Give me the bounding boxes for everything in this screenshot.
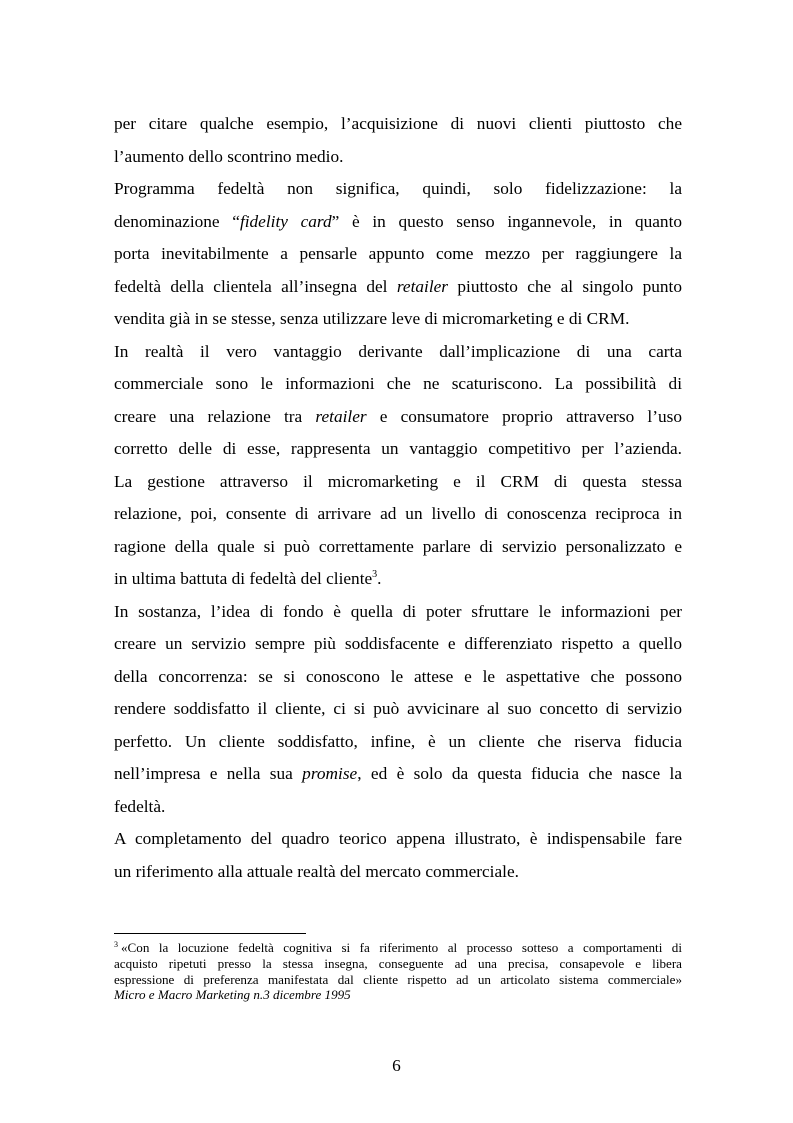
footnote-line: [114, 987, 682, 1003]
text-line: [114, 271, 682, 304]
text-line: [114, 791, 682, 824]
footnote: [114, 940, 682, 1003]
text-run: In realtà il vero vantaggio derivante dall’implicazione di una carta: [114, 341, 682, 361]
text-line: [114, 531, 682, 564]
text-run: corretto delle di esse, rappresenta un vantaggio competitivo per l’azienda.: [114, 439, 682, 458]
text-run: fedeltà della clientela all’insegna del: [114, 276, 397, 296]
text-line: [114, 693, 682, 726]
body-text: [114, 108, 682, 888]
text-run: acquisto ripetuti presso la stessa insegna, conseguente ad una precisa, consapevole e libera: [114, 955, 682, 971]
text-run: espressione di preferenza manifestata dal cliente rispetto ad un articolato sistema commerciale»: [114, 971, 682, 987]
text-run: nell’impresa e nella sua: [114, 764, 303, 783]
text-run: e consumatore proprio attraverso l’uso: [366, 406, 682, 426]
footnote-source: Micro e Macro Marketing n.3 dicembre 1995: [114, 987, 351, 1003]
text-run: , ed è solo da questa fiducia che nasce la: [357, 764, 682, 783]
text-run: l’aumento dello scontrino medio.: [114, 146, 344, 166]
italic-text: retailer: [315, 406, 367, 426]
text-line: [114, 498, 682, 531]
text-line: [114, 173, 682, 206]
text-line: [114, 856, 682, 889]
text-line: [114, 206, 682, 239]
text-run: creare un servizio sempre più soddisfacente e differenziato rispetto a quello: [114, 634, 682, 653]
text-run: un riferimento alla attuale realtà del mercato commerciale.: [114, 861, 519, 881]
footnote-line: [114, 940, 682, 956]
footnote-mark: 3: [114, 940, 118, 949]
text-run: vendita già in se stesse, senza utilizzare leve di micromarketing e di CRM.: [114, 309, 630, 328]
text-run: commerciale sono le informazioni che ne scaturiscono. La possibilità di: [114, 374, 682, 393]
text-run: denominazione “: [114, 211, 240, 231]
text-run: .: [377, 569, 382, 588]
text-line: [114, 401, 682, 434]
text-run: rendere soddisfatto il cliente, ci si può avvicinare al suo concetto di servizio: [114, 699, 682, 718]
footnote-separator: [114, 933, 306, 934]
text-run: ragione della quale si può correttamente parlare di servizio personalizzato e: [114, 536, 682, 556]
footnote-line: [114, 956, 682, 972]
text-run: fedeltà.: [114, 796, 166, 816]
text-run: relazione, poi, consente di arrivare ad un livello di conoscenza reciproca in: [114, 504, 682, 523]
footnote-line: [114, 972, 682, 988]
text-line: [114, 303, 682, 336]
text-line: [114, 336, 682, 369]
text-line: [114, 108, 682, 141]
text-line: [114, 433, 682, 466]
text-line: [114, 238, 682, 271]
text-run: A completamento del quadro teorico appena illustrato, è indispensabile fare: [114, 829, 682, 848]
text-run: La gestione attraverso il micromarketing e il CRM di questa stessa: [114, 471, 682, 491]
text-line: [114, 466, 682, 499]
text-run: creare una relazione tra: [114, 406, 316, 426]
italic-text: fidelity card: [239, 211, 332, 231]
text-run: «Con la locuzione fedeltà cognitiva si fa riferimento al processo sotteso a comportamenti di: [121, 940, 682, 955]
footnote-reference: 3: [372, 569, 378, 580]
text-line: [114, 596, 682, 629]
text-line: [114, 141, 682, 174]
text-line: [114, 563, 682, 596]
text-line: [114, 368, 682, 401]
text-line: [114, 758, 682, 791]
text-line: [114, 823, 682, 856]
italic-text: retailer: [396, 276, 449, 296]
text-run: In sostanza, l’idea di fondo è quella di poter sfruttare le informazioni per: [114, 601, 682, 621]
text-run: della concorrenza: se si conoscono le attese e le aspettative che possono: [114, 666, 682, 686]
page-number: 6: [392, 1056, 401, 1075]
text-line: [114, 661, 682, 694]
text-run: in ultima battuta di fedeltà del cliente: [114, 569, 373, 588]
text-run: ” è in questo senso ingannevole, in quanto: [331, 211, 682, 231]
text-run: piuttosto che al singolo punto: [448, 276, 682, 296]
text-line: [114, 628, 682, 661]
text-line: [114, 726, 682, 759]
text-run: per citare qualche esempio, l’acquisizione di nuovi clienti piuttosto che: [114, 114, 682, 133]
text-run: porta inevitabilmente a pensarle appunto come mezzo per raggiungere la: [114, 244, 682, 263]
text-run: Programma fedeltà non significa, quindi, solo fidelizzazione: la: [114, 179, 682, 198]
text-run: perfetto. Un cliente soddisfatto, infine, è un cliente che riserva fiducia: [114, 731, 682, 751]
italic-text: promise: [302, 764, 358, 783]
